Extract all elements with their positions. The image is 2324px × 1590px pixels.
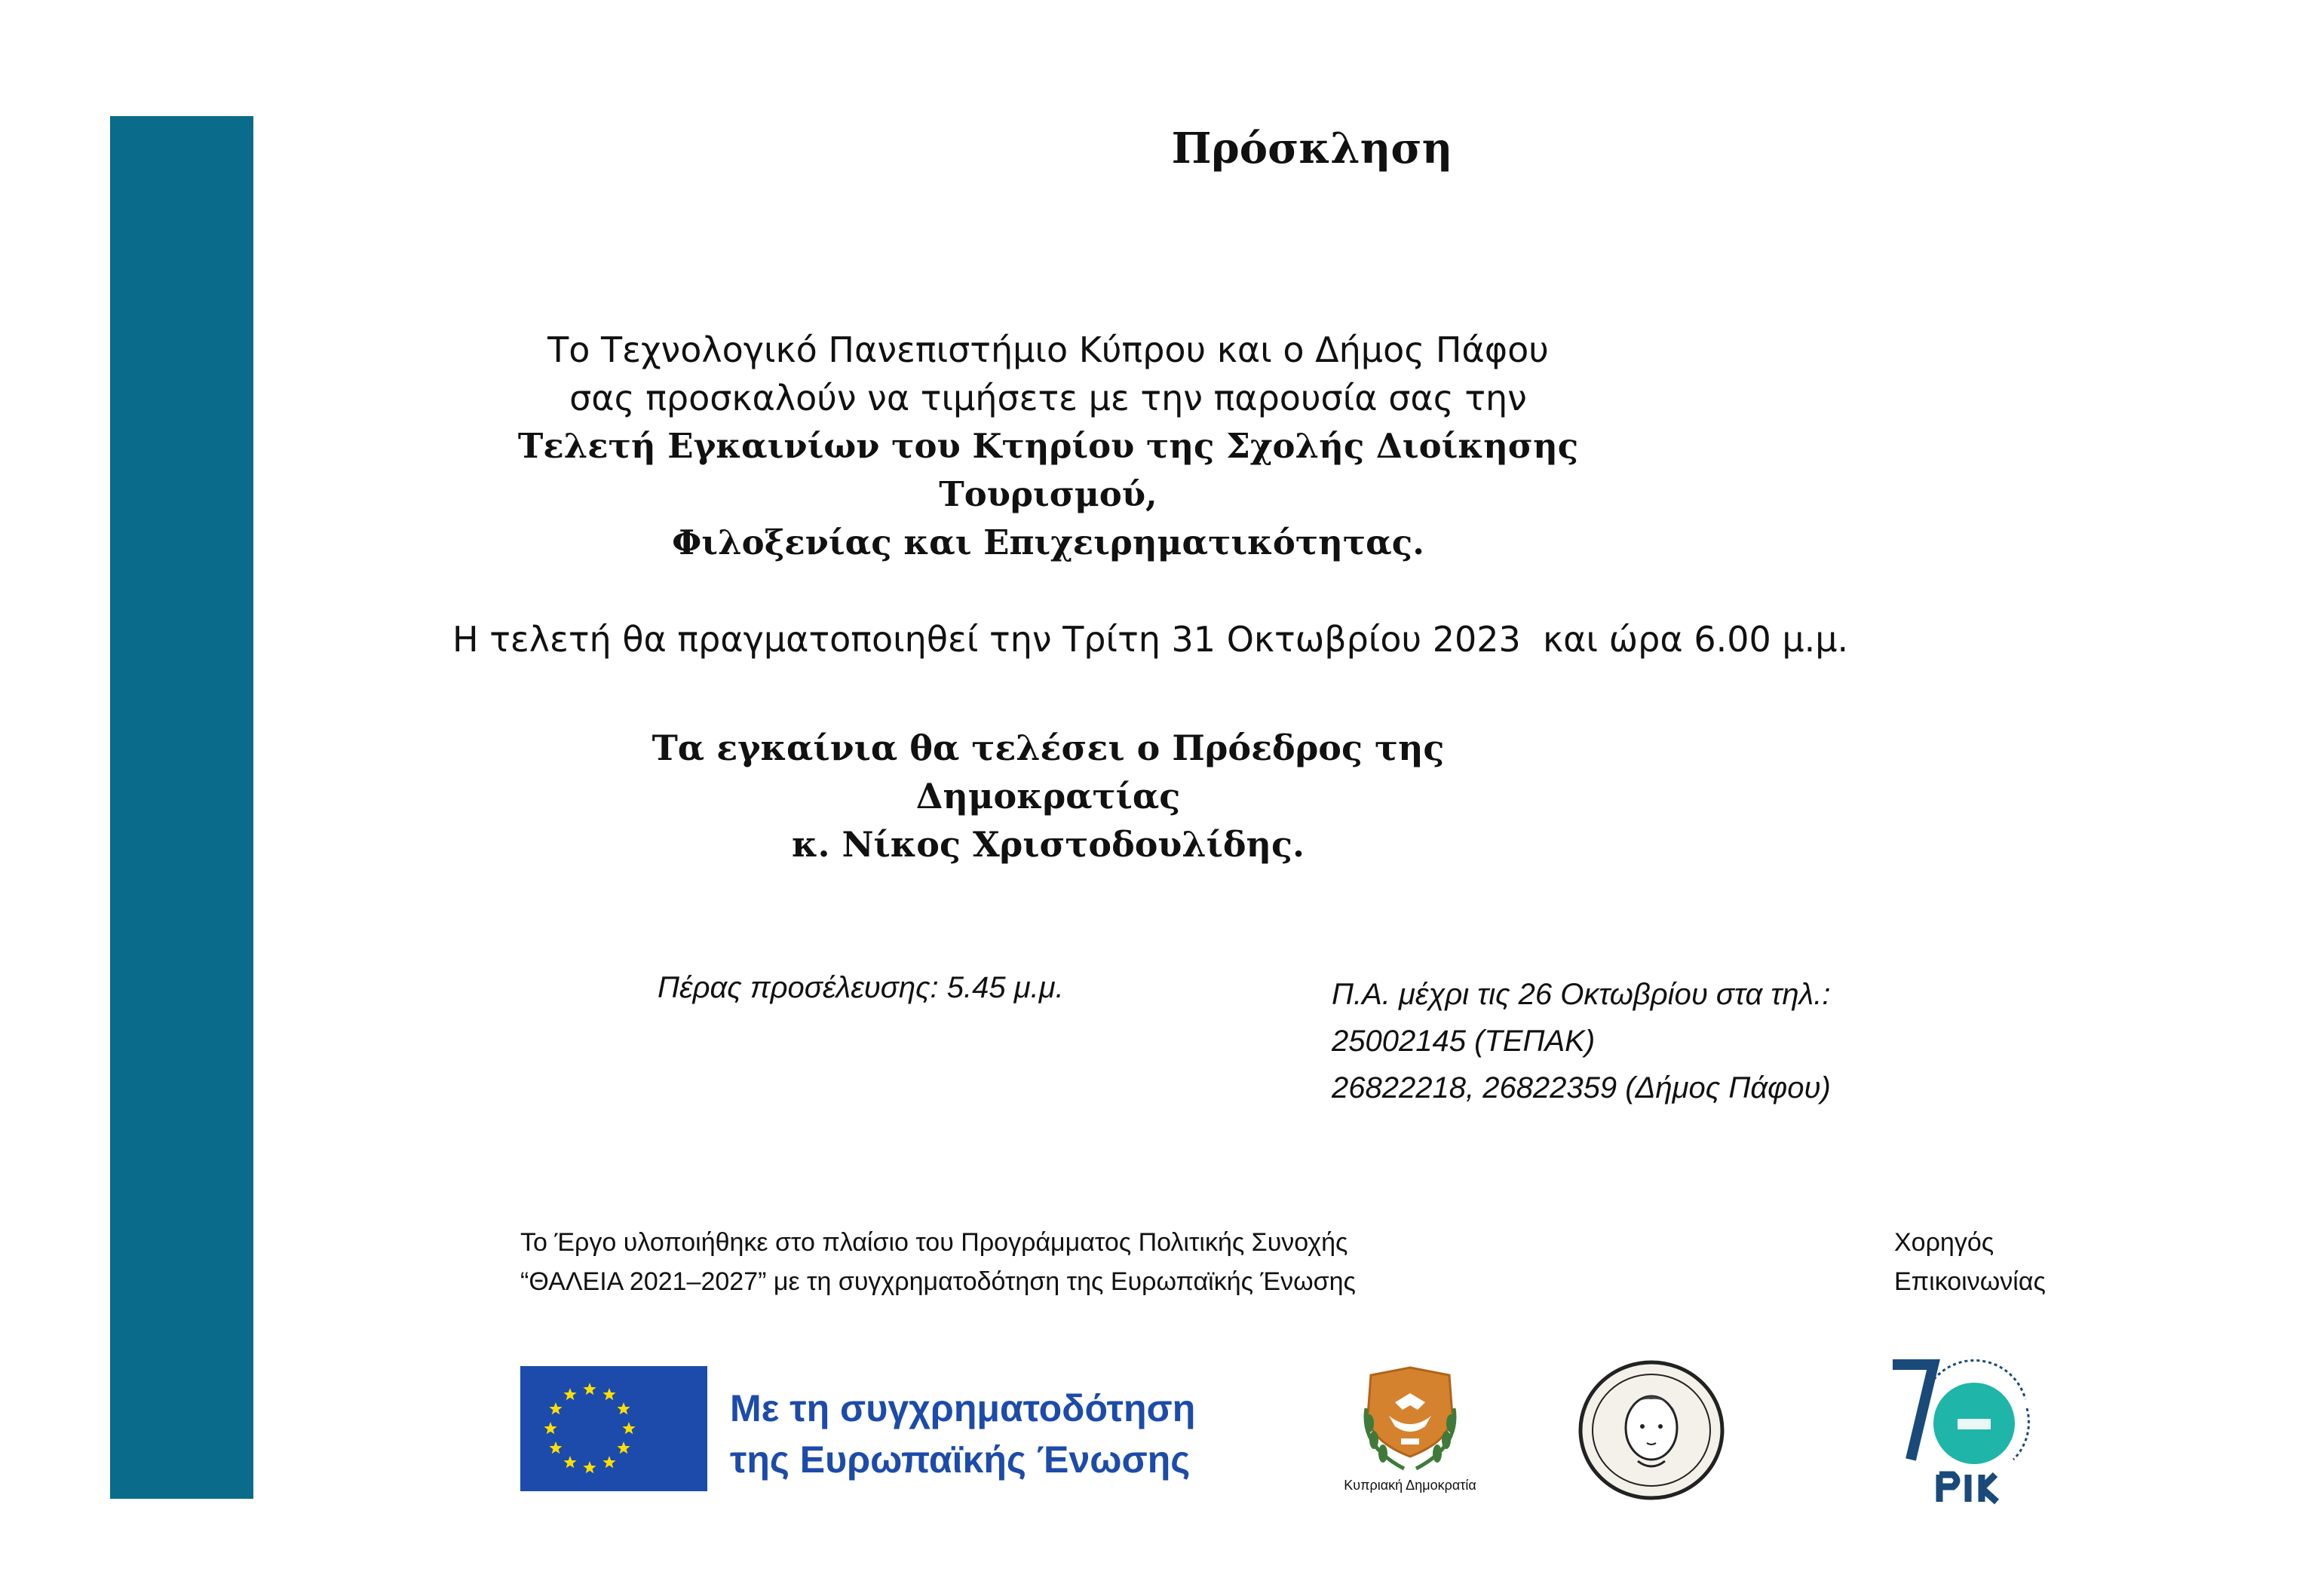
eu-cofunding-text [730, 1383, 1195, 1485]
sponsor-line-1: Χορηγός [1894, 1228, 1994, 1257]
intro-line-1: Το Τεχνολογικό Πανεπιστήμιο Κύπρου και ο Δήμος Πάφου [547, 329, 1549, 370]
page-title: Πρόσκληση [1171, 124, 1453, 173]
rsvp-info [1332, 971, 1831, 1111]
intro-line-4: Φιλοξενίας και Επιχειρηματικότητας. [672, 522, 1424, 562]
president-line-1: Τα εγκαίνια θα τελέσει ο Πρόεδρος της Δημοκρατίας [652, 728, 1445, 816]
president-line-2: κ. Νίκος Χριστοδουλίδης. [791, 824, 1305, 865]
sponsor-label [1894, 1223, 2046, 1301]
eu-text-line-2: της Ευρωπαϊκής Ένωσης [730, 1438, 1191, 1481]
program-line-2: “ΘΑΛΕΙΑ 2021–2027” με τη συγχρηματοδότηση της Ευρωπαϊκής Ένωσης [520, 1267, 1356, 1296]
cyprus-republic-logo [1320, 1363, 1501, 1499]
sponsor-line-2: Επικοινωνίας [1894, 1267, 2046, 1296]
program-note [520, 1223, 1356, 1301]
eu-text-line-1: Με τη συγχρηματοδότηση [730, 1387, 1196, 1429]
program-line-1: Το Έργο υλοποιήθηκε στο πλαίσιο του Προγράμματος Πολιτικής Συνοχής [520, 1228, 1348, 1257]
president-announcement [558, 724, 1538, 869]
arrival-deadline: Πέρας προσέλευσης: 5.45 μ.μ. [658, 971, 1064, 1004]
paphos-coin-icon [1576, 1359, 1727, 1502]
ceremony-date: Η τελετή θα πραγματοποιηθεί την Τρίτη 31 Οκτωβρίου 2023 και ώρα 6.00 μ.μ. [452, 619, 1849, 660]
rsvp-line-1: Π.Α. μέχρι τις 26 Οκτωβρίου στα τηλ.: [1332, 978, 1831, 1011]
invitation-intro [483, 326, 1614, 567]
cyprus-emblem-icon [1320, 1363, 1501, 1476]
eu-flag-icon [520, 1366, 707, 1491]
cyprus-caption: Κυπριακή Δημοκρατία [1344, 1478, 1476, 1493]
intro-line-3: Τελετή Εγκαινίων του Κτηρίου της Σχολής Διοίκησης Τουρισμού, [517, 426, 1579, 514]
sidebar-accent-bar [110, 116, 253, 1499]
eu-cofunding-logo [520, 1366, 1274, 1497]
rsvp-phone-tepak: 25002145 (ΤΕΠΑΚ) [1332, 1025, 1596, 1058]
rsvp-phone-paphos: 26822218, 26822359 (Δήμος Πάφου) [1332, 1071, 1831, 1104]
rik-70-logo-icon [1885, 1354, 2051, 1505]
intro-line-2: σας προσκαλούν να τιμήσετε με την παρουσία σας την [569, 378, 1527, 418]
